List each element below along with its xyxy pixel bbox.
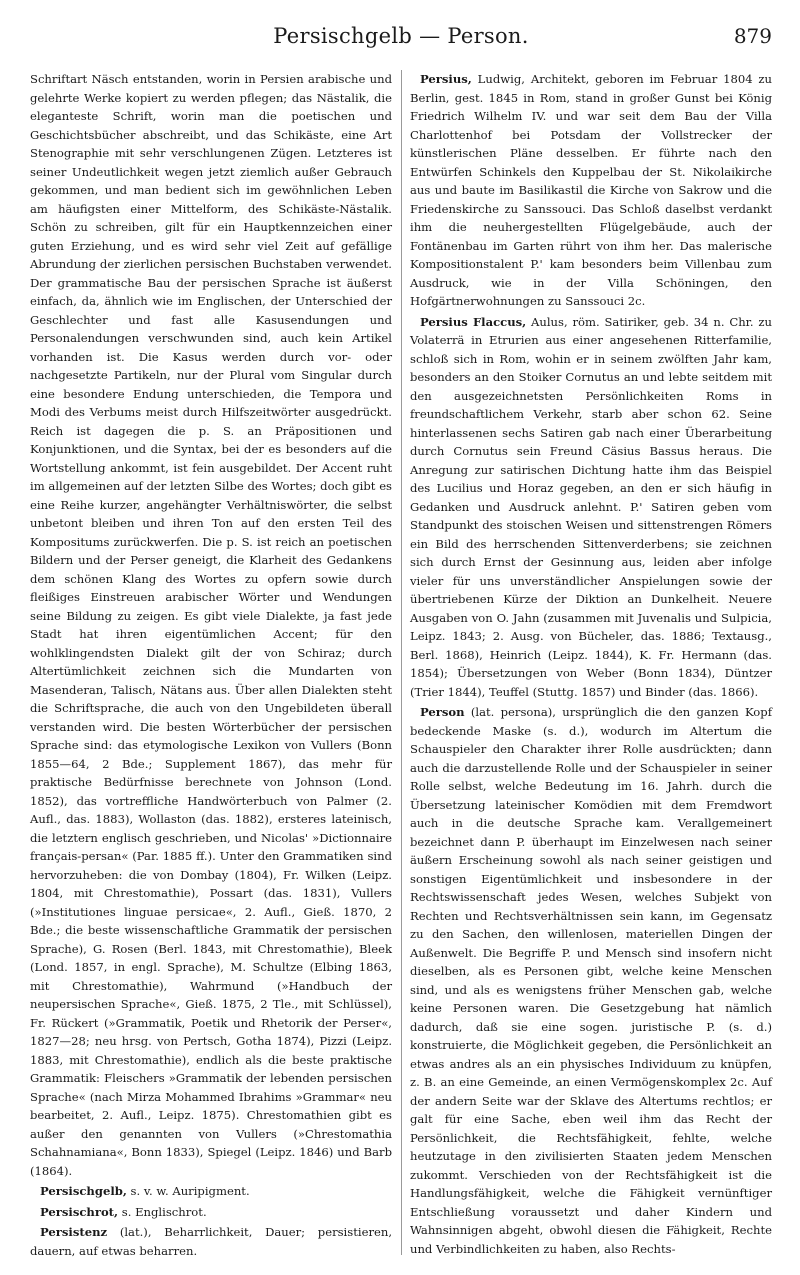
entry-headword: Person [420,705,465,719]
column-divider [401,70,402,1255]
entry-text: s. Englischrot. [118,1204,207,1219]
entry-headword: Persistenz [40,1225,108,1239]
entry-persischgelb [30,1182,392,1201]
entry-headword: Persischgelb, [40,1184,127,1198]
left-column [30,70,392,1260]
entry-text: (lat.), Beharrlichkeit, Dauer; persistieren, dauern, auf etwas beharren. [30,1225,392,1258]
entry-headword: Persischrot, [40,1204,119,1219]
continued-paragraph: Schriftart Näsch entstanden, worin in Persien arabische und gelehrte Werke kopiert zu werden pflegen; das Nästalik, die eleganteste Schrift, worin man die poetischen und Geschichtsbücher abschreibt, und das Schikäste, eine Art Stenographie mit sehr verschlungenen Zügen. Letzteres ist seiner Undeutlichkeit wegen jetzt ziemlich außer Gebrauch gekommen, und man bedient sich im gewöhnlichen Leben am häufigsten einer Mittelform, des Schikäste-Nästalik. Schön zu schreiben, gilt für ein Hauptkennzeichen einer guten Erziehung, und es wird sehr viel Zeit auf gefällige Abrundung der zierlichen persischen Buchstaben verwendet. Der grammatische Bau der persischen Sprache ist äußerst einfach, da, ähnlich wie im Englischen, der Unterschied der Geschlechter und fast alle Kasusendungen und Personalendungen verschwunden sind, auch kein Artikel vorhanden ist. Die Kasus werden durch vor- oder nachgesetzte Partikeln, nur der Plural vom Singular durch eine besondere Endung unterschieden, die Tempora und Modi des Verbums meist durch Hilfszeitwörter ausgedrückt. Reich ist dagegen die p. S. an Präpositionen und Konjunktionen, und die Syntax, bei der es besonders auf die Wortstellung ankommt, ist fein ausgebildet. Der Accent ruht im allgemeinen auf der letzten Silbe des Wortes; doch gibt es eine Reihe kurzer, angehängter Verhältniswörter, die selbst unbetont bleiben und ihren Ton auf den ersten Teil des Kompositums zurückwerfen. Die p. S. ist reich an poetischen Bildern und der Perser geneigt, die Klarheit des Gedankens dem schönen Klang des Wortes zu opfern sowie durch fleißiges Einstreuen arabischer Wörter und Wendungen seine Bildung zu zeigen. Es gibt viele Dialekte, ja fast jede Stadt hat ihren eigentümlichen Accent; für den wohlklingendsten Dialekt gilt der von Schiraz; durch Altertümlichkeit zeichnen sich die Mundarten von Masenderan, Talisch, Nätans aus. Über allen Dialekten steht die Schriftsprache, die auch von den Ungebildeten überall verstanden wird. Die besten Wörterbücher der persischen Sprache sind: das etymologische Lexikon von Vullers (Bonn 1855—64, 2 Bde.; Supplement 1867), das mehr für praktische Bedürfnisse berechnete von Johnson (Lond. 1852), das vortreffliche Handwörterbuch von Palmer (2. Aufl., das. 1883), Wollaston (das. 1882), ersteres lateinisch, die letztern englisch geschrieben, und Nicolas' »Dictionnaire français-persan« (Par. 1885 ff.). Unter den Grammatiken sind hervorzuheben: die von Dombay (1804), Fr. Wilken (Leipz. 1804, mit Chrestomathie), Possart (das. 1831), Vullers (»Institutiones linguae persicae«, 2. Aufl., Gieß. 1870, 2 Bde.; die beste wissenschaftliche Grammatik der persischen Sprache), G. Rosen (Berl. 1843, mit Chrestomathie), Bleek (Lond. 1857, in engl. Sprache), M. Schultze (Elbing 1863, mit Chrestomathie), Wahrmund (»Handbuch der neupersischen Sprache«, Gieß. 1875, 2 Tle., mit Schlüssel), Fr. Rückert (»Grammatik, Poetik und Rhetorik der Perser«, 1827—28; neu hrsg. von Pertsch, Gotha 1874), Pizzi (Leipz. 1883, mit Chrestomathie), endlich als die beste praktische Grammatik: Fleischers »Grammatik der lebenden persischen Sprache« (nach Mirza Mohammed Ibrahims »Grammar« neu bearbeitet, 2. Aufl., Leipz. 1875). Chrestomathien gibt es außer den genannten von Vullers (»Chrestomathia Schahnamiana«, Bonn 1833), Spiegel (Leipz. 1846) und Barb (1864). [30,72,392,1178]
entry-headword: Persius, [420,72,472,86]
entry-persistenz [30,1223,392,1260]
entry-persischrot [30,1203,392,1222]
page-header [30,24,772,52]
entry-person [410,703,772,1258]
entry-text: s. v. w. Auripigment. [126,1184,250,1198]
entry-text: Ludwig, Architekt, geboren im Februar 1804 zu Berlin, gest. 1845 in Rom, stand in großer Gunst bei König Friedrich Wilhelm IV. und war seit dem Bau der Villa Charlottenhof bei Potsdam der Vollstrecker der künstlerischen Pläne desselben. Er führte nach den Entwürfen Schinkels den Kuppelbau der St. Nikolaikirche aus und baute im Basilikastil die Kirche von Sakrow und die Friedenskirche zu Sanssouci. Das Schloß daselbst verdankt ihm die neuhergestellten Flügelgebäude, auch der Fontänenbau im Garten rührt von ihm her. Das malerische Kompositionstalent P.' kam besonders beim Villenbau zum Ausdruck, wie in der Villa Schöningen, den Hofgärtnerwohnungen zu Sanssouci 2c. [410,72,772,308]
entry-persius-flaccus [410,313,772,702]
entry-persius-ludwig [410,70,772,311]
running-title: Persischgelb — Person. [273,24,529,48]
page-number: 879 [733,24,772,48]
entry-headword: Persius Flaccus, [420,314,527,329]
entry-text: Aulus, röm. Satiriker, geb. 34 n. Chr. zu Volaterrä in Etrurien aus einer angesehenen Ritterfamilie, schloß sich in Rom, wohin er in seinem zwölften Jahr kam, besonders an den Stoiker Cornutus an und lebte seitdem mit den ausgezeichnetsten Persönlichkeiten Roms in freundschaftlichem Verkehr, starb aber schon 62. Seine hinterlassenen sechs Satiren gab nach einer Überarbeitung durch Cornutus sein Freund Cäsius Bassus heraus. Die Anregung zur satirischen Dichtung hatte ihm das Beispiel des Lucilius und Horaz gegeben, an den er sich häufig in Gedanken und Ausdruck anlehnt. P.' Satiren geben vom Standpunkt des stoischen Weisen und sittenstrengen Römers ein Bild des herrschenden Sittenverderbens; sie zeichnen sich durch Ernst der Gesinnung aus, leiden aber infolge vieler für uns unverständlicher Anspielungen sowie der übertriebenen Kürze der Diktion an Dunkelheit. Neuere Ausgaben von O. Jahn (zusammen mit Juvenalis und Sulpicia, Leipz. 1843; 2. Ausg. von Bücheler, das. 1886; Textausg., Berl. 1868), Heinrich (Leipz. 1844), K. Fr. Hermann (das. 1854); Übersetzungen von Weber (Bonn 1834), Düntzer (Trier 1844), Teuffel (Stuttg. 1857) und Binder (das. 1866). [410,314,772,699]
right-column [410,70,772,1258]
entry-text: (lat. persona), ursprünglich die den ganzen Kopf bedeckende Maske (s. d.), wodurch im Altertum die Schauspieler den Charakter ihrer Rolle ausdrückten; dann auch die darzustellende Rolle und der Schauspieler in seiner Rolle selbst, welche Bedeutung im 16. Jahrh. durch die Übersetzung lateinischer Komödien mit dem Fremdwort auch in die deutsche Sprache kam. Verallgemeinert bezeichnet dann P. überhaupt im Einzelwesen nach seiner äußern Erscheinung sowohl als nach seiner geistigen und sonstigen Eigentümlichkeit und insbesondere in der Rechtswissenschaft jedes Wesen, welches Subjekt von Rechten und Rechtsverhältnissen sein kann, im Gegensatz zu den Sachen, den willenlosen, materiellen Dingen der Außenwelt. Die Begriffe P. und Mensch sind insofern nicht dieselben, als es Personen gibt, welche keine Menschen sind, und als es wenigstens früher Menschen gab, welche keine Personen waren. Die Gesetzgebung hat nämlich dadurch, daß sie eine sogen. juristische P. (s. d.) konstruierte, die Möglichkeit gegeben, die Persönlichkeit an etwas andres als an ein physisches Individuum zu knüpfen, z. B. an eine Gemeinde, an einen Vermögenskomplex 2c. Auf der andern Seite war der Sklave des Altertums rechtlos; er galt für eine Sache, eben weil ihm das Recht der Persönlichkeit, die Rechtsfähigkeit, fehlte, welche heutzutage in den zivilisierten Staaten jedem Menschen zukommt. Verschieden von der Rechtsfähigkeit ist die Handlungsfähigkeit, welche die Fähigkeit vernünftiger Entschließung voraussetzt und daher Kindern und Wahnsinnigen abgeht, obwohl diesen die Fähigkeit, Rechte und Verbindlichkeiten zu haben, also Rechts- [410,705,772,1256]
